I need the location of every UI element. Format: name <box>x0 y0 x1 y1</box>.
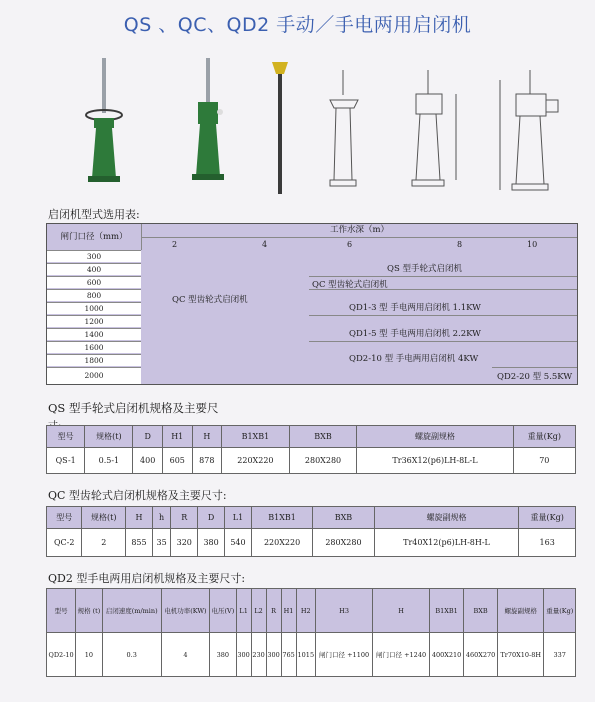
header-cell: 重量(Kg) <box>513 426 575 448</box>
drawing-qs <box>330 70 358 186</box>
cell: 闸门口径 +1240 <box>373 633 430 677</box>
diameter-row: 300 <box>47 250 141 262</box>
header-cell: h <box>152 507 170 529</box>
screw-rod-image <box>272 62 288 194</box>
depth-value: 10 <box>527 240 538 249</box>
cell: 400 <box>133 448 163 474</box>
cell: 220X220 <box>222 448 290 474</box>
depth-value: 2 <box>172 240 178 249</box>
cell: 320 <box>171 529 198 557</box>
diameter-row: 1000 <box>47 302 141 314</box>
cell: 35 <box>152 529 170 557</box>
header-cell: 螺旋副规格 <box>498 589 544 633</box>
qc-top-range-label: QC 型齿轮式启闭机 <box>312 280 388 290</box>
table-header-row <box>47 589 576 633</box>
cell: 380 <box>210 633 237 677</box>
cell: 280X280 <box>289 448 357 474</box>
cell: 1015 <box>296 633 316 677</box>
cell: 0.5-1 <box>85 448 133 474</box>
cell: 400X210 <box>430 633 464 677</box>
cell: 70 <box>513 448 575 474</box>
header-cell: L2 <box>251 589 266 633</box>
diameter-row: 800 <box>47 289 141 301</box>
header-cell: R <box>171 507 198 529</box>
table-row <box>47 633 576 677</box>
diameter-row: 400 <box>47 263 141 275</box>
qs-range-label: QS 型手轮式启闭机 <box>387 264 462 274</box>
selection-table-caption: 启闭机型式选用表: <box>48 208 140 221</box>
cell: 300 <box>236 633 251 677</box>
qd1-5-range-label: QD1-5 型 手电两用启闭机 2.2KW <box>349 329 481 339</box>
header-cell: 螺旋副规格 <box>357 426 513 448</box>
header-cell: 型号 <box>47 589 76 633</box>
header-cell: 规格(t) <box>82 507 126 529</box>
header-cell: 重量(Kg) <box>519 507 576 529</box>
depth-value: 6 <box>347 240 353 249</box>
cell: 280X280 <box>313 529 374 557</box>
depth-value: 8 <box>457 240 463 249</box>
header-cell: H <box>192 426 222 448</box>
cell: 4 <box>161 633 209 677</box>
diameter-row: 2000 <box>47 367 141 384</box>
header-cell: 启闭速度(m/min) <box>102 589 161 633</box>
qd2-20-range-label: QD2-20 型 5.5KW <box>497 372 573 382</box>
header-cell: H1 <box>281 589 296 633</box>
cell: 540 <box>225 529 252 557</box>
header-cell: B1XB1 <box>430 589 464 633</box>
diameter-column-header: 闸门口径（mm） <box>47 224 142 250</box>
header-cell: BXB <box>464 589 498 633</box>
cell: 765 <box>281 633 296 677</box>
qd-caption: QD2 型手电两用启闭机规格及主要尺寸: <box>48 572 246 585</box>
qd-spec-table <box>46 588 576 677</box>
depth-header: 工作水深（m） <box>329 225 390 235</box>
cell: 855 <box>126 529 153 557</box>
cell: 0.3 <box>102 633 161 677</box>
cell: Tr36X12(p6)LH-8L-L <box>357 448 513 474</box>
depth-value: 4 <box>262 240 268 249</box>
header-cell: 电机功率(KW) <box>161 589 209 633</box>
diameter-row: 1800 <box>47 354 141 366</box>
qc-caption: QC 型齿轮式启闭机规格及主要尺寸: <box>48 489 227 502</box>
table-row <box>47 529 576 557</box>
page-title: QS 、QC、QD2 手动／手电两用启闭机 <box>123 14 472 36</box>
drawing-qd <box>500 70 558 190</box>
cell: 2 <box>82 529 126 557</box>
header-cell: L1 <box>225 507 252 529</box>
header-cell: H2 <box>296 589 316 633</box>
header-cell: B1XB1 <box>222 426 290 448</box>
cell: 605 <box>162 448 192 474</box>
diameter-row: 1600 <box>47 341 141 353</box>
band-divider <box>309 315 577 316</box>
diameter-row: 1400 <box>47 328 141 340</box>
header-cell: H3 <box>316 589 373 633</box>
cell: QD2-10 <box>47 633 76 677</box>
product-images <box>60 50 580 200</box>
header-cell: R <box>266 589 281 633</box>
qc-machine-image <box>192 58 224 180</box>
cell: 337 <box>544 633 576 677</box>
table-header-row <box>47 507 576 529</box>
header-cell: BXB <box>289 426 357 448</box>
band-divider <box>309 276 577 277</box>
qd2-10-range-label: QD2-10 型 手电两用启闭机 4KW <box>349 354 479 364</box>
cell: 10 <box>76 633 103 677</box>
header-cell: H <box>126 507 153 529</box>
qs-caption: QS 型手轮式启闭机规格及主要尺 <box>48 401 219 415</box>
qs-machine-image <box>86 58 122 182</box>
cell: 878 <box>192 448 222 474</box>
cell: 220X220 <box>251 529 312 557</box>
cell: 380 <box>198 529 225 557</box>
diameter-row: 1200 <box>47 315 141 327</box>
header-cell: BXB <box>313 507 374 529</box>
depth-row <box>142 237 577 251</box>
cell: Tr70X10-8H <box>498 633 544 677</box>
diameter-row: 600 <box>47 276 141 288</box>
qd1-3-range-label: QD1-3 型 手电两用启闭机 1.1KW <box>349 303 481 313</box>
header-cell: 电压(V) <box>210 589 237 633</box>
header-cell: 型号 <box>47 426 85 448</box>
header-cell: 型号 <box>47 507 82 529</box>
qc-spec-table <box>46 506 576 557</box>
cell: 230 <box>251 633 266 677</box>
cell: 163 <box>519 529 576 557</box>
header-cell: H1 <box>162 426 192 448</box>
cell: 460X270 <box>464 633 498 677</box>
header-cell: B1XB1 <box>251 507 312 529</box>
band-divider <box>309 341 577 342</box>
header-cell: L1 <box>236 589 251 633</box>
table-row <box>47 448 576 474</box>
qs-spec-table <box>46 425 576 474</box>
header-cell: H <box>373 589 430 633</box>
table-header-row <box>47 426 576 448</box>
cell: Tr40X12(p6)LH-8H-L <box>374 529 519 557</box>
header-cell: 规格(t) <box>85 426 133 448</box>
band-divider <box>492 367 577 368</box>
cell: QS-1 <box>47 448 85 474</box>
drawing-qc <box>412 70 456 186</box>
header-cell: 重量(Kg) <box>544 589 576 633</box>
cell: 闸门口径 +1100 <box>316 633 373 677</box>
cell: QC-2 <box>47 529 82 557</box>
header-cell: D <box>133 426 163 448</box>
qc-range-label: QC 型齿轮式启闭机 <box>172 295 248 305</box>
header-cell: 规格 (t) <box>76 589 103 633</box>
header-cell: 螺旋副规格 <box>374 507 519 529</box>
selection-table <box>46 223 578 385</box>
header-cell: D <box>198 507 225 529</box>
cell: 300 <box>266 633 281 677</box>
